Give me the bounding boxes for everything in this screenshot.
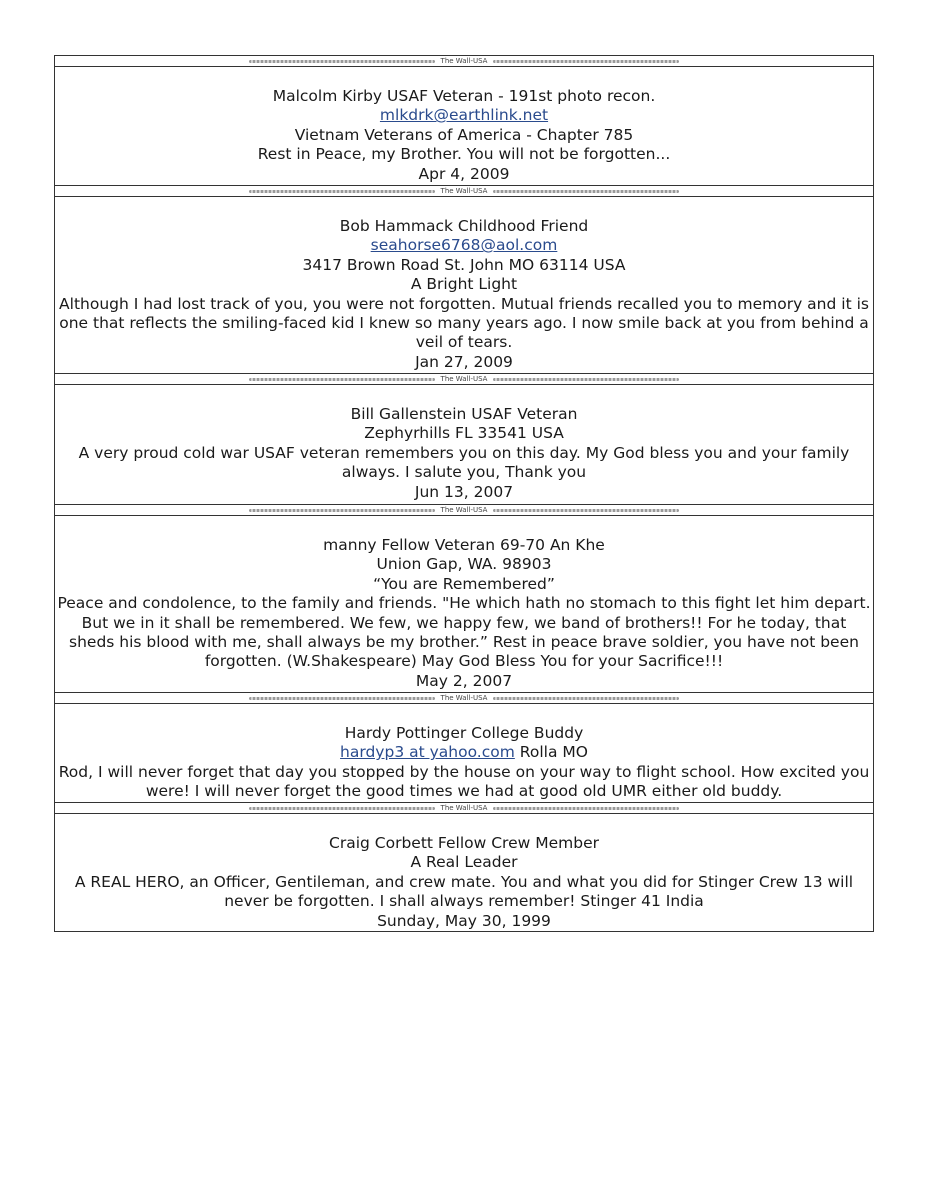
entry-name: manny Fellow Veteran 69-70 An Khe — [323, 536, 605, 554]
divider-rule-right — [493, 378, 679, 381]
remembrance-entry — [54, 704, 874, 802]
divider-rule-right — [493, 697, 679, 700]
remembrance-entry — [54, 814, 874, 932]
divider-rule-left — [249, 60, 435, 63]
wall-divider — [54, 802, 874, 814]
entry-name: Bob Hammack Childhood Friend — [339, 217, 589, 235]
entry-organization: Vietnam Veterans of America - Chapter 785 — [294, 125, 634, 144]
guestbook-page — [54, 55, 874, 932]
entry-subject: “You are Remembered” — [373, 574, 555, 593]
divider-text: The Wall-USA — [440, 56, 488, 65]
entry-subject: A Bright Light — [410, 275, 518, 294]
entry-location: Rolla MO — [514, 743, 588, 762]
entry-date: Sunday, May 30, 1999 — [377, 911, 551, 930]
entry-date: May 2, 2007 — [415, 671, 513, 690]
wall-divider — [54, 373, 874, 385]
entry-date: Jun 13, 2007 — [414, 482, 514, 501]
divider-rule-right — [493, 807, 679, 810]
divider-banner — [249, 58, 679, 65]
divider-banner — [249, 188, 679, 195]
remembrance-entry — [54, 385, 874, 504]
divider-text: The Wall-USA — [440, 693, 488, 702]
divider-banner — [249, 805, 679, 812]
entry-email-link[interactable]: hardyp3 at yahoo.com — [340, 743, 515, 762]
divider-rule-right — [493, 509, 679, 512]
remembrance-entry — [54, 197, 874, 373]
divider-text: The Wall-USA — [440, 186, 488, 195]
entry-name: Malcolm Kirby USAF Veteran - 191st photo recon. — [272, 87, 656, 105]
entry-subject: A Real Leader — [410, 853, 518, 872]
entry-address: Union Gap, WA. 98903 — [376, 555, 552, 574]
entry-email-link[interactable]: seahorse6768@aol.com — [370, 236, 558, 255]
divider-rule-right — [493, 60, 679, 63]
divider-banner — [249, 695, 679, 702]
entry-message: Peace and condolence, to the family and friends. "He which hath no stomach to this fight let him depart. But we in it shall be remembered. We few, we happy few, we band of brothers!! For he today, that sheds his blood with me, shall always be my brother.” Rest in peace brave soldier, you have not been forgotten. (W.Shakespeare) May God Bless You for your Sacrifice!!! — [57, 594, 871, 671]
entry-name: Craig Corbett Fellow Crew Member — [329, 834, 599, 852]
entry-date: Apr 4, 2009 — [418, 164, 510, 183]
divider-rule-left — [249, 697, 435, 700]
entry-message: Rest in Peace, my Brother. You will not be forgotten... — [257, 145, 671, 164]
divider-rule-right — [493, 190, 679, 193]
divider-banner — [249, 507, 679, 514]
entry-email-link[interactable]: mlkdrk@earthlink.net — [379, 106, 549, 125]
entry-name: Bill Gallenstein USAF Veteran — [350, 405, 578, 423]
entry-address: 3417 Brown Road St. John MO 63114 USA — [302, 255, 626, 274]
wall-divider — [54, 692, 874, 704]
divider-rule-left — [249, 807, 435, 810]
divider-banner — [249, 376, 679, 383]
divider-rule-left — [249, 509, 435, 512]
entry-date: Jan 27, 2009 — [415, 352, 513, 371]
divider-text: The Wall-USA — [440, 374, 488, 383]
divider-rule-left — [249, 190, 435, 193]
wall-divider — [54, 185, 874, 197]
divider-text: The Wall-USA — [440, 505, 488, 514]
wall-divider — [54, 55, 874, 67]
entry-message: A REAL HERO, an Officer, Gentileman, and crew mate. You and what you did for Stinger Crew 13 will never be forgotten. I shall always remember! Stinger 41 India — [74, 872, 854, 911]
remembrance-entry — [54, 67, 874, 185]
divider-rule-left — [249, 378, 435, 381]
remembrance-entry — [54, 516, 874, 692]
divider-text: The Wall-USA — [440, 803, 488, 812]
entry-message: A very proud cold war USAF veteran remembers you on this day. My God bless you and your family always. I salute you, Thank you — [78, 443, 850, 482]
entry-name: Hardy Pottinger College Buddy — [344, 724, 584, 742]
entry-message: Rod, I will never forget that day you stopped by the house on your way to flight school. How excited you were! I will never forget the good times we had at good old UMR either old buddy. — [58, 762, 870, 801]
wall-divider — [54, 504, 874, 516]
entry-address: Zephyrhills FL 33541 USA — [364, 424, 564, 443]
entry-message: Although I had lost track of you, you were not forgotten. Mutual friends recalled you to memory and it is one that reflects the smiling-faced kid I knew so many years ago. I now smile back at you from behind a veil of tears. — [59, 294, 869, 352]
